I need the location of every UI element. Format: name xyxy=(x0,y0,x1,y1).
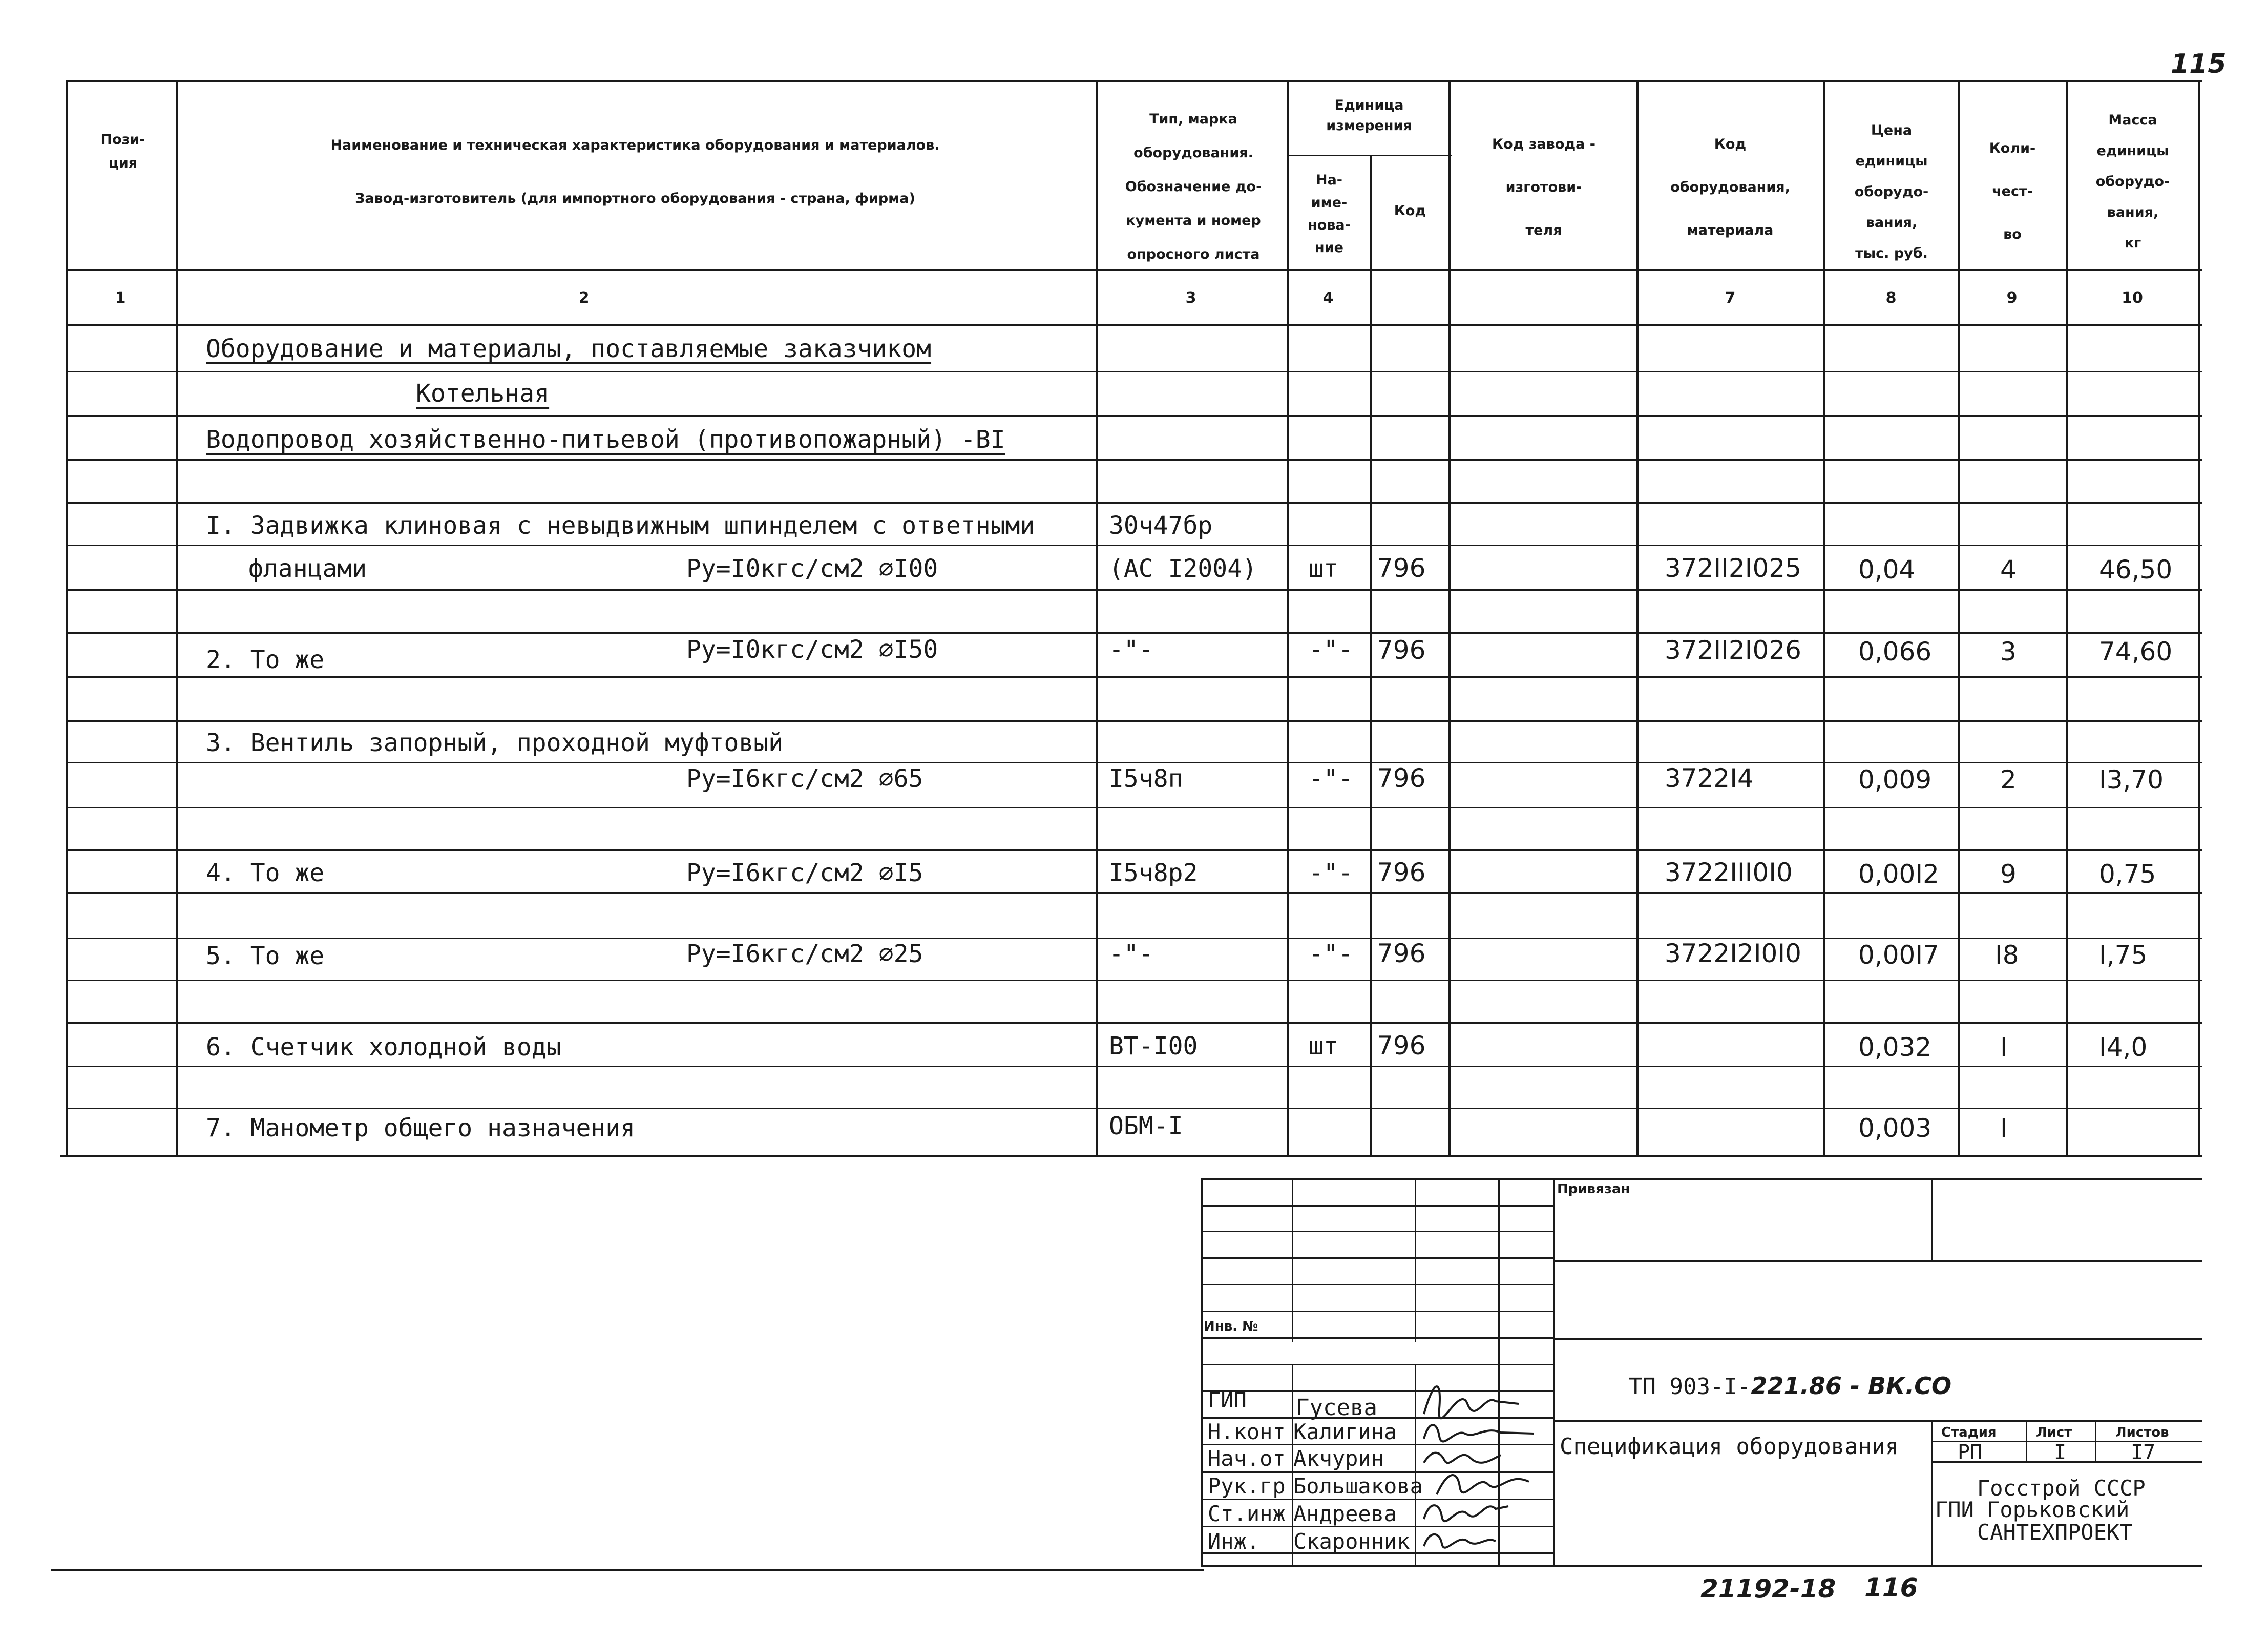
item-price: 0,066 xyxy=(1858,637,1932,667)
item-type: ВТ-I00 xyxy=(1109,1032,1198,1061)
name-rukgr: Большакова xyxy=(1293,1473,1423,1499)
item-name: 6. Счетчик холодной воды xyxy=(206,1033,561,1062)
page-number xyxy=(2171,49,2227,79)
item-type: -"- xyxy=(1109,940,1153,968)
header-price: Цена единицы оборудо- вания, тыс. руб. xyxy=(1854,122,1929,261)
item-spec: Py=I0кгс/см2 ∅I00 xyxy=(686,554,938,583)
item-spec: Py=I6кгс/см2 ∅65 xyxy=(686,764,923,793)
item-material: 3722I4 xyxy=(1665,763,1754,793)
item-spec: Py=I6кгс/см2 ∅I5 xyxy=(686,859,923,887)
item-qty: 3 xyxy=(2000,637,2017,667)
colnum-7: 7 xyxy=(1725,289,1736,307)
header-position: Пози- ция xyxy=(100,132,145,171)
signature-inzh xyxy=(1419,1526,1501,1554)
item-code: 796 xyxy=(1377,939,1426,968)
section-subtitle: Котельная xyxy=(416,379,550,408)
sheets-value: I7 xyxy=(2131,1441,2156,1464)
item-material: 372II2I025 xyxy=(1665,553,1801,583)
name-gip: Гусева xyxy=(1296,1395,1377,1421)
item-name: 7. Манометр общего назначения xyxy=(206,1114,636,1143)
item-price: 0,003 xyxy=(1858,1113,1932,1143)
inv-no-label: Инв. № xyxy=(1204,1319,1258,1334)
privyazan-label: Привязан xyxy=(1557,1181,1630,1197)
colnum-9: 9 xyxy=(2006,289,2018,307)
item-spec: Py=I0кгс/см2 ∅I50 xyxy=(686,635,938,664)
section-title: Оборудование и материалы, поставляемые заказчиком xyxy=(206,335,932,363)
org-line-3: САНТЕХПРОЕКТ xyxy=(1977,1520,2133,1545)
sheet-label: Лист xyxy=(2036,1425,2072,1440)
item-mass: I,75 xyxy=(2099,940,2148,970)
role-gip: ГИП xyxy=(1208,1387,1247,1413)
colnum-2: 2 xyxy=(578,289,590,307)
header-factory-code: Код завода - изготови- теля xyxy=(1492,136,1595,238)
item-unit: шт xyxy=(1309,1032,1338,1061)
item-type: ОБМ-I xyxy=(1109,1112,1183,1140)
item-price: 0,00I2 xyxy=(1858,859,1939,889)
signature-nkont xyxy=(1419,1418,1537,1446)
item-unit: шт xyxy=(1309,554,1338,583)
header-unit-name: На- име- нова- ние xyxy=(1308,172,1351,256)
item-type: I5ч8р2 xyxy=(1109,859,1198,887)
item-qty: I xyxy=(2000,1032,2008,1062)
signature-gip xyxy=(1419,1373,1521,1422)
item-name: 3. Вентиль запорный, проходной муфтовый xyxy=(206,729,784,757)
item-mass: 0,75 xyxy=(2099,859,2156,889)
item-qty: 4 xyxy=(2000,555,2017,585)
role-stinzh: Ст.инж xyxy=(1208,1501,1286,1526)
item-type: I5ч8п xyxy=(1109,764,1183,793)
item-price: 0,009 xyxy=(1858,765,1932,795)
name-inzh: Скаронник xyxy=(1293,1529,1410,1554)
item-unit: -"- xyxy=(1309,940,1353,968)
item-price: 0,04 xyxy=(1858,555,1916,585)
colnum-4: 4 xyxy=(1322,289,1334,307)
item-name: I. Задвижка клиновая с невыдвижным шпинделем с ответными xyxy=(206,511,1035,540)
item-name: 2. То же xyxy=(206,646,325,674)
item-mass: 46,50 xyxy=(2099,555,2173,585)
sheets-label: Листов xyxy=(2115,1425,2169,1440)
item-qty: 2 xyxy=(2000,765,2017,795)
item-unit: -"- xyxy=(1309,764,1353,793)
item-mass: 74,60 xyxy=(2099,637,2173,667)
item-code: 796 xyxy=(1377,635,1426,665)
name-nachot: Акчурин xyxy=(1293,1446,1384,1471)
item-material: 3722I2I0I0 xyxy=(1665,939,1801,968)
item-qty: 9 xyxy=(2000,859,2017,889)
signature-rukgr xyxy=(1432,1466,1534,1500)
section-system: Водопровод хозяйственно-питьевой (противопожарный) -BI xyxy=(206,425,1005,454)
item-type: 30ч47бр xyxy=(1109,511,1213,540)
header-name-line2: Завод-изготовитель (для импортного оборудования - страна, фирма) xyxy=(355,191,915,206)
colnum-3: 3 xyxy=(1185,289,1196,307)
org-line-2: ГПИ Горьковский xyxy=(1935,1497,2130,1522)
item-spec: Py=I6кгс/см2 ∅25 xyxy=(686,940,923,968)
item-name: 5. То же xyxy=(206,942,325,970)
doc-code xyxy=(1629,1372,1951,1400)
item-qty: I8 xyxy=(1995,940,2019,970)
item-type: -"- xyxy=(1109,635,1153,664)
item-code: 796 xyxy=(1377,1031,1426,1061)
item-code: 796 xyxy=(1377,553,1426,583)
item-type-doc: (АС I2004) xyxy=(1109,554,1257,583)
org-line-1: Госстрой СССР xyxy=(1977,1476,2146,1501)
item-price: 0,00I7 xyxy=(1858,940,1939,970)
item-mass: I3,70 xyxy=(2099,765,2164,795)
item-material: 3722III0I0 xyxy=(1665,858,1793,887)
header-name-line1: Наименование и техническая характеристика оборудования и материалов. xyxy=(330,137,940,153)
colnum-8: 8 xyxy=(1885,289,1897,307)
item-qty: I xyxy=(2000,1113,2008,1143)
header-unit-code: Код xyxy=(1394,203,1426,219)
colnum-10: 10 xyxy=(2122,289,2143,307)
doc-code-handwritten: 221.86 - ВК.СО xyxy=(1751,1372,1952,1400)
signature-stinzh xyxy=(1419,1496,1511,1527)
item-material: 372II2I026 xyxy=(1665,635,1801,665)
name-stinzh: Андреева xyxy=(1293,1501,1397,1526)
role-nachot: Нач.от xyxy=(1208,1446,1286,1471)
archive-number: 21192-18 xyxy=(1700,1574,1836,1604)
item-name: 4. То же xyxy=(206,859,325,887)
role-rukgr: Рук.гр xyxy=(1208,1473,1286,1499)
item-name-cont: фланцами xyxy=(248,554,367,583)
stage-label: Стадия xyxy=(1941,1425,1997,1440)
doc-title: Спецификация оборудования xyxy=(1560,1434,1899,1460)
role-inzh: Инж. xyxy=(1208,1529,1260,1554)
header-unit-group: Единица измерения xyxy=(1326,97,1412,134)
header-qty: Коли- чест- во xyxy=(1989,140,2036,242)
header-mass: Масса единицы оборудо- вания, кг xyxy=(2095,112,2170,251)
header-material-code: Код оборудования, материала xyxy=(1670,136,1790,238)
item-code: 796 xyxy=(1377,858,1426,887)
name-nkont: Калигина xyxy=(1293,1419,1397,1444)
colnum-1: 1 xyxy=(115,289,126,307)
item-code: 796 xyxy=(1377,763,1426,793)
item-price: 0,032 xyxy=(1858,1032,1932,1062)
item-unit: -"- xyxy=(1309,635,1353,664)
header-type: Тип, марка оборудования. Обозначение до- кумента и номер опросного листа xyxy=(1125,111,1262,262)
stage-value: РП xyxy=(1958,1441,1983,1464)
doc-code-printed: ТП 903-I- xyxy=(1629,1374,1751,1400)
role-nkont: Н.конт xyxy=(1208,1419,1286,1444)
item-unit: -"- xyxy=(1309,859,1353,887)
footer-page-number: 116 xyxy=(1864,1573,1918,1603)
item-mass: I4,0 xyxy=(2099,1032,2148,1062)
page-number-text: 115 xyxy=(2171,49,2227,79)
sheet-value: I xyxy=(2054,1441,2067,1464)
